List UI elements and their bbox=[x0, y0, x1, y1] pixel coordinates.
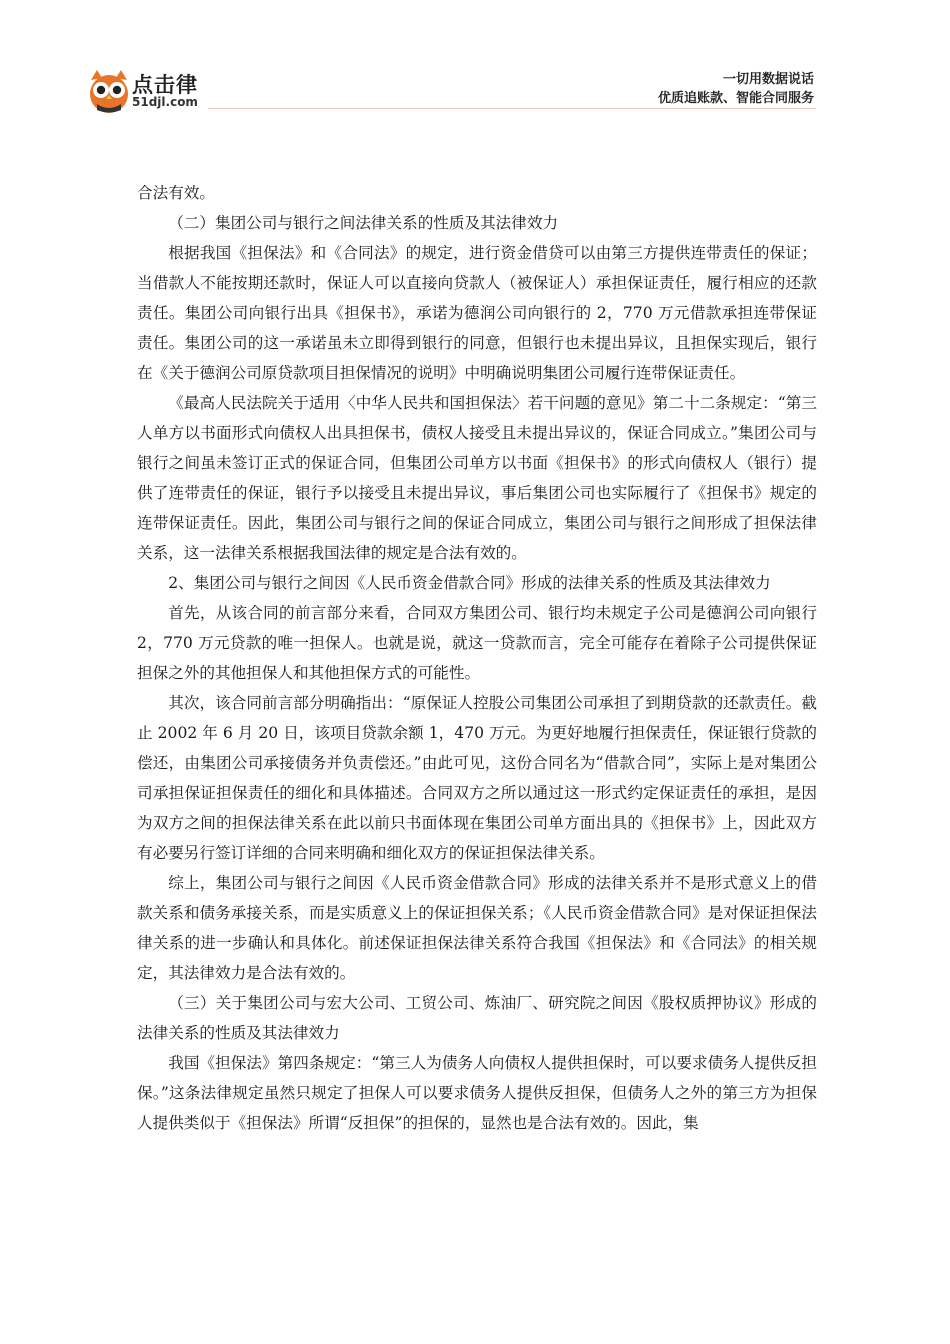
section-heading: （二）集团公司与银行之间法律关系的性质及其法律效力 bbox=[168, 214, 559, 232]
paragraph: 综上，集团公司与银行之间因《人民币资金借款合同》形成的法律关系并不是形式意义上的借款关系和债务承接关系，而是实质意义上的保证担保关系；《人民币资金借款合同》是对保证担保法律关系的进一步确认和具体化。前述保证担保法律关系符合我国《担保法》和《合同法》的相关规定，其法律效力是合法有效的。 bbox=[137, 874, 817, 982]
header-divider bbox=[208, 108, 816, 109]
paragraph: 根据我国《担保法》和《合同法》的规定，进行资金借贷可以由第三方提供连带责任的保证；当借款人不能按期还款时，保证人可以直接向贷款人（被保证人）承担保证责任，履行相应的还款责任。集团公司向银行出具《担保书》，承诺为德润公司向银行的 2，770 万元借款承担连带保证责任。集团公司的这一承诺虽未立即得到银行的同意，但银行也未提出异议，且担保实现后，银行在《关于德润公司原贷款项目担保情况的说明》中明确说明集团公司履行连带保证责任。 bbox=[137, 244, 817, 382]
document-body bbox=[137, 178, 817, 1138]
section-heading: （三）关于集团公司与宏大公司、工贸公司、炼油厂、研究院之间因《股权质押协议》形成的法律关系的性质及其法律效力 bbox=[137, 994, 817, 1042]
paragraph: 我国《担保法》第四条规定：“第三人为债务人向债权人提供担保时，可以要求债务人提供反担保。”这条法律规定虽然只规定了担保人可以要求债务人提供反担保，但债务人之外的第三方为担保人提供类似于《担保法》所谓“反担保”的担保的，显然也是合法有效的。因此，集 bbox=[137, 1054, 817, 1132]
brand-name: 点击律 bbox=[132, 73, 198, 97]
slogan-line-2: 优质追账款、智能合同服务 bbox=[657, 91, 814, 106]
slogan-line-1: 一切用数据说话 bbox=[722, 72, 814, 87]
section-heading: 2、集团公司与银行之间因《人民币资金借款合同》形成的法律关系的性质及其法律效力 bbox=[168, 574, 771, 592]
paragraph: 《最高人民法院关于适用〈中华人民共和国担保法〉若干问题的意见》第二十二条规定：“第三人单方以书面形式向债权人出具担保书，债权人接受且未提出异议的，保证合同成立。”集团公司与银行之间虽未签订正式的保证合同，但集团公司单方以书面《担保书》的形式向债权人（银行）提供了连带责任的保证，银行予以接受且未提出异议，事后集团公司也实际履行了《担保书》规定的连带保证责任。因此，集团公司与银行之间的保证合同成立，集团公司与银行之间形成了担保法律关系，这一法律关系根据我国法律的规定是合法有效的。 bbox=[137, 394, 817, 562]
paragraph: 首先，从该合同的前言部分来看，合同双方集团公司、银行均未规定子公司是德润公司向银行 2，770 万元贷款的唯一担保人。也就是说，就这一贷款而言，完全可能存在着除子公司提供保证担保之外的其他担保人和其他担保方式的可能性。 bbox=[137, 604, 817, 682]
brand-url: 51djl.com bbox=[132, 95, 198, 109]
page-header bbox=[0, 0, 950, 120]
brand-logo bbox=[88, 66, 218, 116]
paragraph: 合法有效。 bbox=[137, 184, 215, 202]
paragraph: 其次，该合同前言部分明确指出：“原保证人控股公司集团公司承担了到期贷款的还款责任。截止 2002 年 6 月 20 日，该项目贷款余额 1，470 万元。为更好地履行担保责任，保证银行贷款的偿还，由集团公司承接债务并负责偿还。”由此可见，这份合同名为“借款合同”，实际上是对集团公司承担保证担保责任的细化和具体描述。合同双方之所以通过这一形式约定保证责任的承担，是因为双方之间的担保法律关系在此以前只书面体现在集团公司单方面出具的《担保书》上，因此双方有必要另行签订详细的合同来明确和细化双方的保证担保法律关系。 bbox=[137, 694, 817, 862]
owl-logo-icon bbox=[88, 66, 130, 114]
